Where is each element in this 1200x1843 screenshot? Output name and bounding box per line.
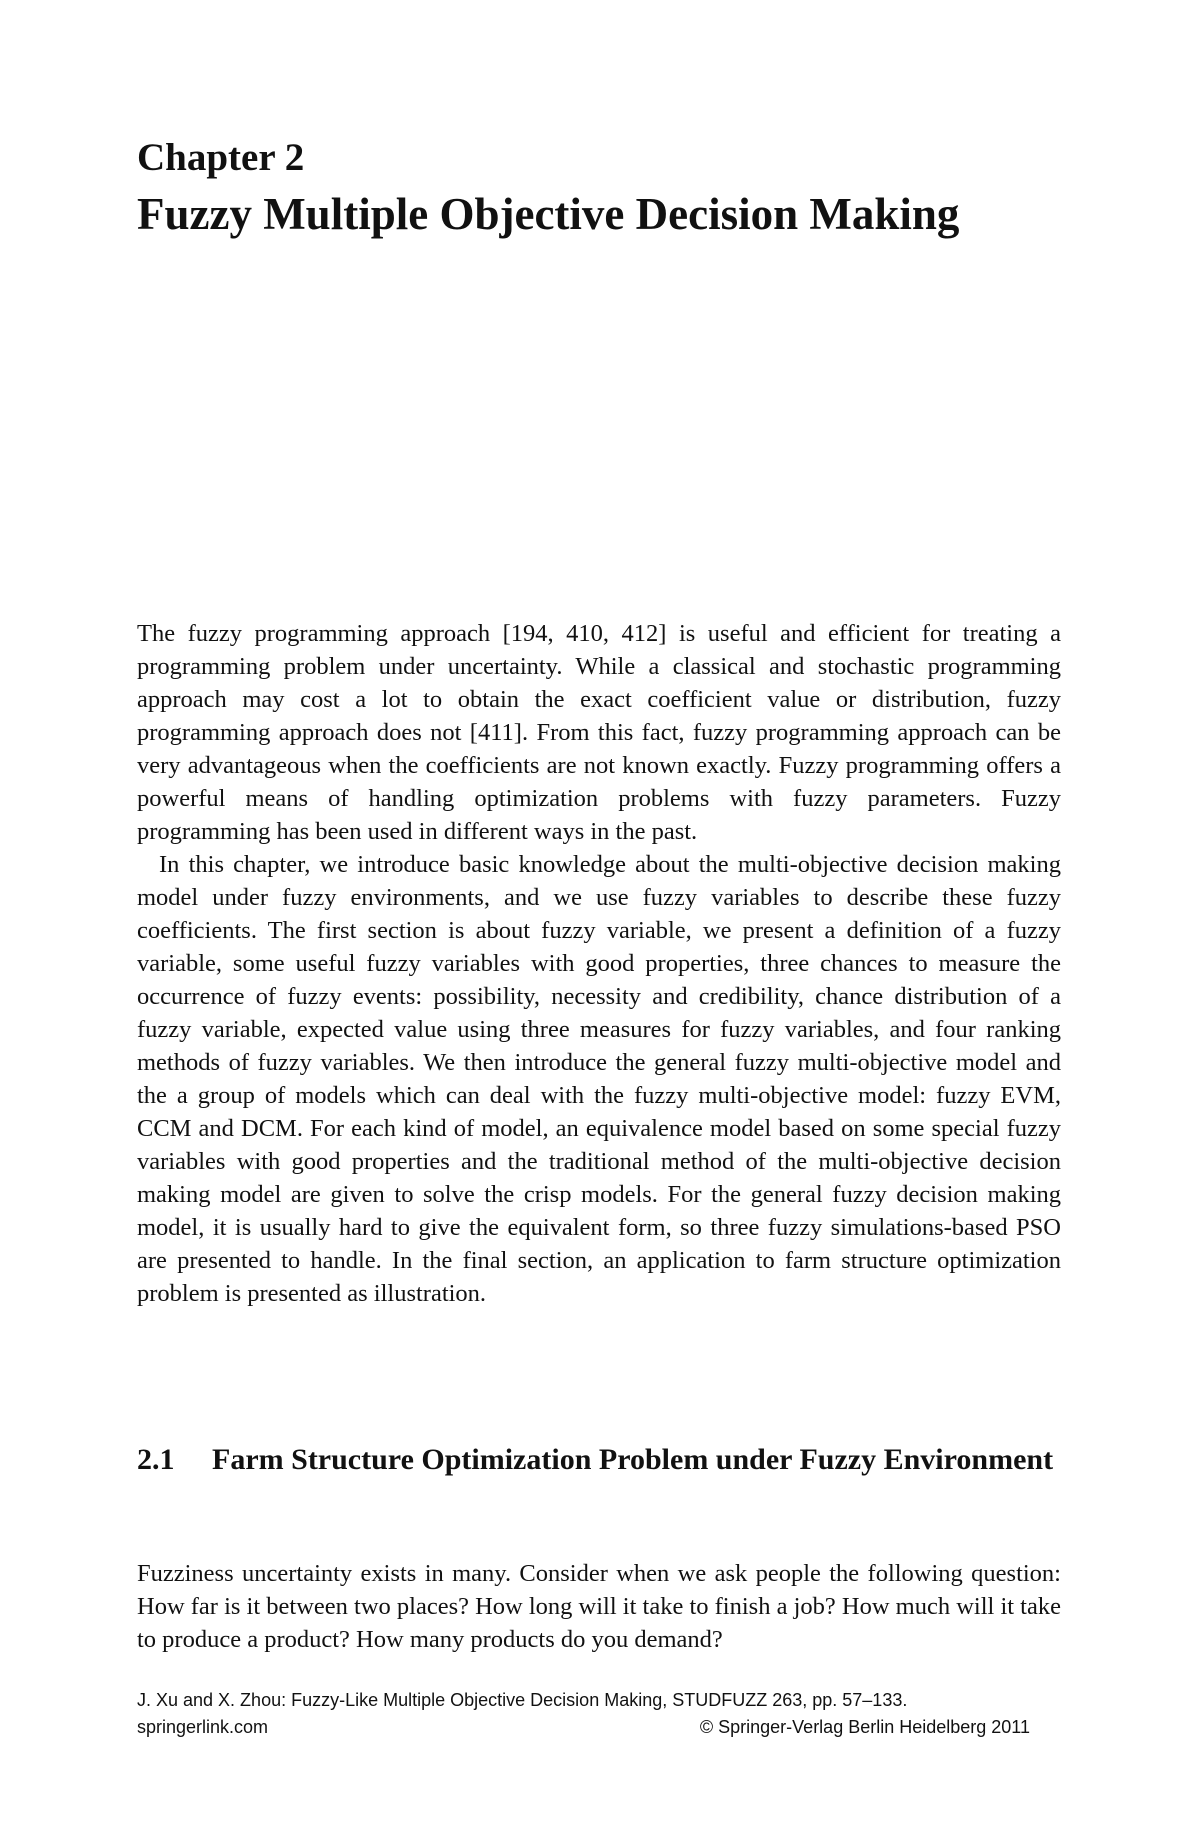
section-paragraph-1: Fuzziness uncertainty exists in many. Consider when we ask people the following question: How far is it between two places? How long will it take to finish a job? How much will it take to produce a product? How many products do you demand? [137, 1560, 1061, 1653]
footnote-website: springerlink.com [137, 1717, 269, 1737]
footnote-copyright: © Springer-Verlag Berlin Heidelberg 2011 [699, 1717, 1030, 1737]
intro-text [137, 617, 1061, 1310]
section-number: 2.1 [137, 1443, 175, 1476]
footnote-citation: J. Xu and X. Zhou: Fuzzy-Like Multiple Objective Decision Making, STUDFUZZ 263, pp. 57–133. [137, 1690, 908, 1710]
chapter-title: Fuzzy Multiple Objective Decision Making [137, 189, 960, 239]
section-heading [137, 1441, 1061, 1479]
intro-paragraph-2: In this chapter, we introduce basic knowledge about the multi-objective decision making model under fuzzy environments, and we use fuzzy variables to describe these fuzzy coefficients. The first section is about fuzzy variable, we present a definition of a fuzzy variable, some useful fuzzy variables with good properties, three chances to measure the occurrence of fuzzy events: possibility, necessity and credibility, chance distribution of a fuzzy variable, expected value using three measures for fuzzy variables, and four ranking methods of fuzzy variables. We then introduce the general fuzzy multi-objective model and the a group of models which can deal with the fuzzy multi-objective model: fuzzy EVM, CCM and DCM. For each kind of model, an equivalence model based on some special fuzzy variables with good properties and the traditional method of the multi-objective decision making model are given to solve the crisp models. For the general fuzzy decision making model, it is usually hard to give the equivalent form, so three fuzzy simulations-based PSO are presented to handle. In the final section, an application to farm structure optimization problem is presented as illustration. [137, 851, 1061, 1307]
chapter-label: Chapter 2 [137, 136, 305, 179]
section-title: Farm Structure Optimization Problem under Fuzzy Environment [212, 1443, 1054, 1476]
footnote-publisher [137, 1715, 1030, 1739]
intro-paragraph-1: The fuzzy programming approach [194, 410, 412] is useful and efficient for treating a programming problem under uncertainty. While a classical and stochastic programming approach may cost a lot to obtain the exact coefficient value or distribution, fuzzy programming approach does not [411]. From this fact, fuzzy programming approach can be very advantageous when the coefficients are not known exactly. Fuzzy programming offers a powerful means of handling optimization problems with fuzzy parameters. Fuzzy programming has been used in different ways in the past. [137, 620, 1061, 845]
section-text [137, 1557, 1061, 1656]
